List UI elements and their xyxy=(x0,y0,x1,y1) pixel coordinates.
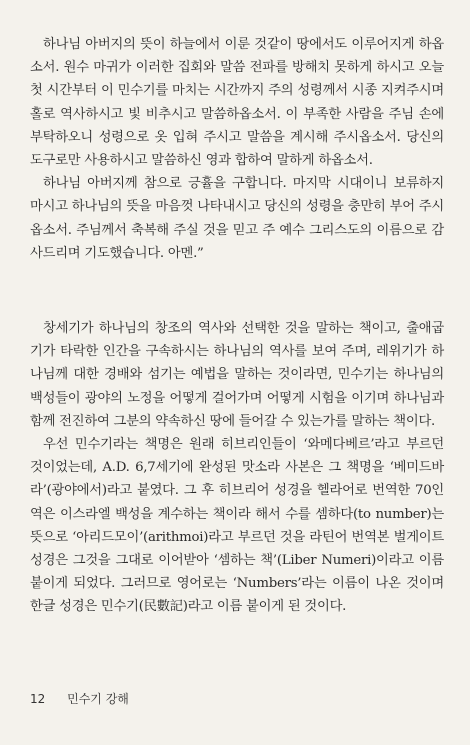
page-number: 12 xyxy=(30,692,46,706)
prayer-paragraph-2: 하나님 아버지께 참으로 긍휼을 구합니다. 마지막 시대이니 보류하지 마시고 하나님의 뜻을 마음껏 나타내시고 당신의 성령을 충만히 부어 주시옵소서. 주님께서 축복해 주실 것을 믿고 주 예수 그리스도의 이름으로 감사드리며 기도했습니다. 아멘.” xyxy=(30,176,444,261)
prayer-paragraph-1: 하나님 아버지의 뜻이 하늘에서 이룬 것같이 땅에서도 이루어지게 하옵소서. 원수 마귀가 이러한 집회와 말씀 전파를 방해치 못하게 하시고 오늘 첫 시간부터 이 민수기를 마치는 시간까지 주의 성령께서 시종 지켜주시며 홀로 역사하시고 빛 비추시고 말씀하옵소서. 이 부족한 사람을 주님 손에 부탁하오니 성령으로 옷 입혀 주시고 말씀을 계시해 주시옵소서. 당신의 도구로만 사용하시고 말씀하신 영과 합하여 말하게 하옵소서. xyxy=(30,37,444,169)
page-footer xyxy=(30,690,129,707)
intro-paragraph-2: 우선 민수기라는 책명은 원래 히브리인들이 ‘와메다베르’라고 부르던 것이었는데, A.D. 6,7세기에 완성된 맛소라 사본은 그 책명을 ‘베미드바라’(광야에서)라고 붙였다. 그 후 히브리어 성경을 헬라어로 번역한 70인역은 이스라엘 백성을 계수하는 책이라 해서 수를 셈하다(to number)는 뜻으로 ‘아리드모이’(arithmoi)라고 부르던 것을 라틴어 번역본 벌게이트 성경은 그것을 그대로 이어받아 ‘셈하는 책’(Liber Numeri)이라고 이름 붙이게 되었다. 그러므로 영어로는 ‘Numbers’라는 이름이 나온 것이며 한글 성경은 민수기(民數記)라고 이름 붙이게 된 것이다. xyxy=(30,437,444,615)
prayer-section xyxy=(30,33,444,265)
intro-paragraph-1: 창세기가 하나님의 창조의 역사와 선택한 것을 말하는 책이고, 출애굽기가 타락한 인간을 구속하시는 하나님의 역사를 보여 주며, 레위기가 하나님께 대한 경배와 섬기는 예법을 말하는 것이라면, 민수기는 하나님의 백성들이 광야의 노정을 어떻게 걸어가며 어떻게 시험을 이기며 하나님과 함께 전진하여 그분의 약속하신 땅에 들어갈 수 있는가를 말하는 책이다. xyxy=(30,321,444,429)
intro-section xyxy=(30,317,444,619)
running-title: 민수기 강해 xyxy=(67,692,129,706)
